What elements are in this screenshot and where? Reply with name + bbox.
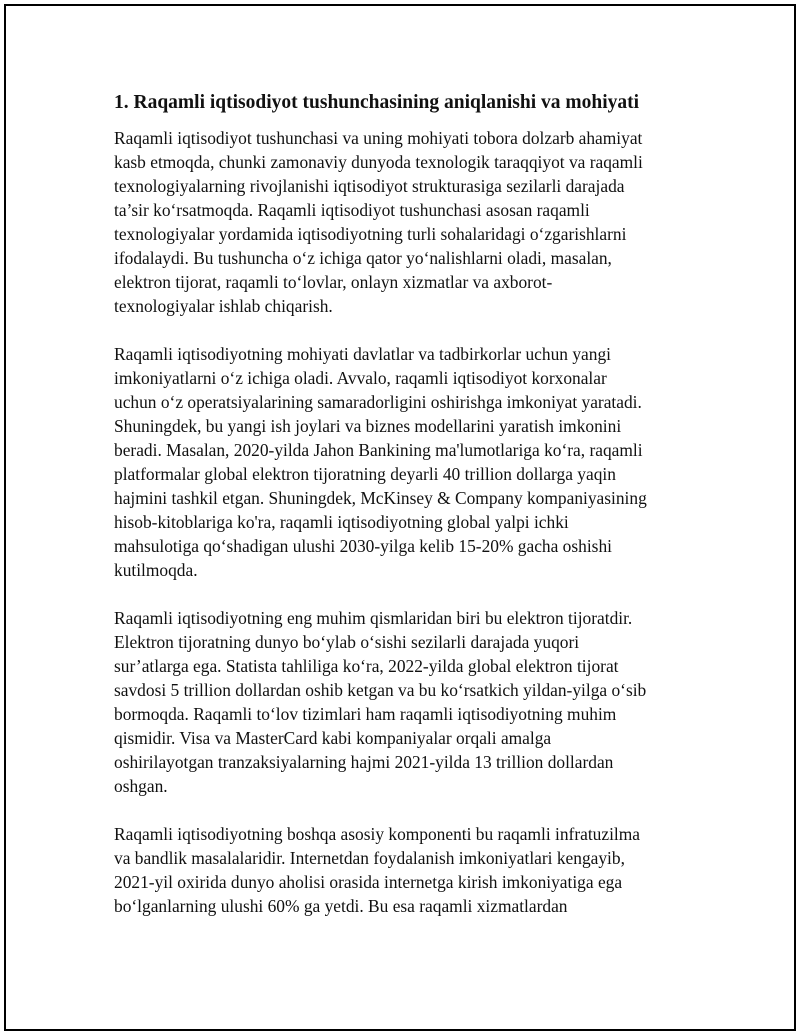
text-line: hajmini tashkil etgan. Shuningdek, McKinsey & Company kompaniyasining — [114, 488, 647, 508]
text-line: kasb etmoqda, chunki zamonaviy dunyoda texnologik taraqqiyot va raqamli — [114, 152, 643, 172]
text-line: sur’atlarga ega. Statista tahliliga ko‘ra, 2022-yilda global elektron tijorat — [114, 656, 619, 676]
text-line: Raqamli iqtisodiyotning mohiyati davlatlar va tadbirkorlar uchun yangi — [114, 344, 611, 364]
text-line: 2021-yil oxirida dunyo aholisi orasida internetga kirish imkoniyatiga ega — [114, 872, 623, 892]
text-line: beradi. Masalan, 2020-yilda Jahon Bankining ma'lumotlariga ko‘ra, raqamli — [114, 440, 643, 460]
text-line: texnologiyalarning rivojlanishi iqtisodiyot strukturasiga sezilarli darajada — [114, 176, 625, 196]
text-line: Raqamli iqtisodiyot tushunchasi va uning mohiyati tobora dolzarb ahamiyat — [114, 128, 643, 148]
text-line: elektron tijorat, raqamli to‘lovlar, onlayn xizmatlar va axborot- — [114, 272, 553, 292]
text-line: ifodalaydi. Bu tushuncha o‘z ichiga qator yo‘nalishlarni oladi, masalan, — [114, 248, 612, 268]
section-heading: 1. Raqamli iqtisodiyot tushunchasining aniqlanishi va mohiyati — [114, 92, 640, 113]
paragraph-1 — [114, 126, 684, 318]
text-line: Raqamli iqtisodiyotning eng muhim qismlaridan biri bu elektron tijoratdir. — [114, 608, 633, 628]
text-line: imkoniyatlarni o‘z ichiga oladi. Avvalo, raqamli iqtisodiyot korxonalar — [114, 368, 607, 388]
text-line: hisob-kitoblariga ko'ra, raqamli iqtisodiyotning global yalpi ichki — [114, 512, 569, 532]
text-line: texnologiyalar yordamida iqtisodiyotning turli sohalaridagi o‘zgarishlarni — [114, 224, 627, 244]
text-line: va bandlik masalalaridir. Internetdan foydalanish imkoniyatlari kengayib, — [114, 848, 625, 868]
text-line: qismidir. Visa va MasterCard kabi kompaniyalar orqali amalga — [114, 728, 552, 748]
text-line: Elektron tijoratning dunyo bo‘ylab o‘sishi sezilarli darajada yuqori — [114, 632, 580, 652]
text-line: mahsulotiga qo‘shadigan ulushi 2030-yilga kelib 15-20% gacha oshishi — [114, 536, 612, 556]
paragraph-4 — [114, 822, 684, 918]
document-body — [114, 90, 684, 942]
paragraph-3 — [114, 606, 684, 798]
text-line: Raqamli iqtisodiyotning boshqa asosiy komponenti bu raqamli infratuzilma — [114, 824, 640, 844]
text-line: savdosi 5 trillion dollardan oshib ketgan va bu ko‘rsatkich yildan-yilga o‘sib — [114, 680, 647, 700]
text-line: bo‘lganlarning ulushi 60% ga yetdi. Bu esa raqamli xizmatlardan — [114, 896, 568, 916]
text-line: Shuningdek, bu yangi ish joylari va biznes modellarini yaratish imkonini — [114, 416, 622, 436]
text-line: kutilmoqda. — [114, 560, 198, 580]
paragraph-2 — [114, 342, 684, 582]
text-line: ta’sir ko‘rsatmoqda. Raqamli iqtisodiyot tushunchasi asosan raqamli — [114, 200, 590, 220]
text-line: bormoqda. Raqamli to‘lov tizimlari ham raqamli iqtisodiyotning muhim — [114, 704, 617, 724]
text-line: oshgan. — [114, 776, 168, 796]
text-line: oshirilayotgan tranzaksiyalarning hajmi 2021-yilda 13 trillion dollardan — [114, 752, 614, 772]
text-line: platformalar global elektron tijoratning deyarli 40 trillion dollarga yaqin — [114, 464, 616, 484]
text-line: texnologiyalar ishlab chiqarish. — [114, 296, 333, 316]
text-line: uchun o‘z operatsiyalarining samaradorligini oshirishga imkoniyat yaratadi. — [114, 392, 642, 412]
